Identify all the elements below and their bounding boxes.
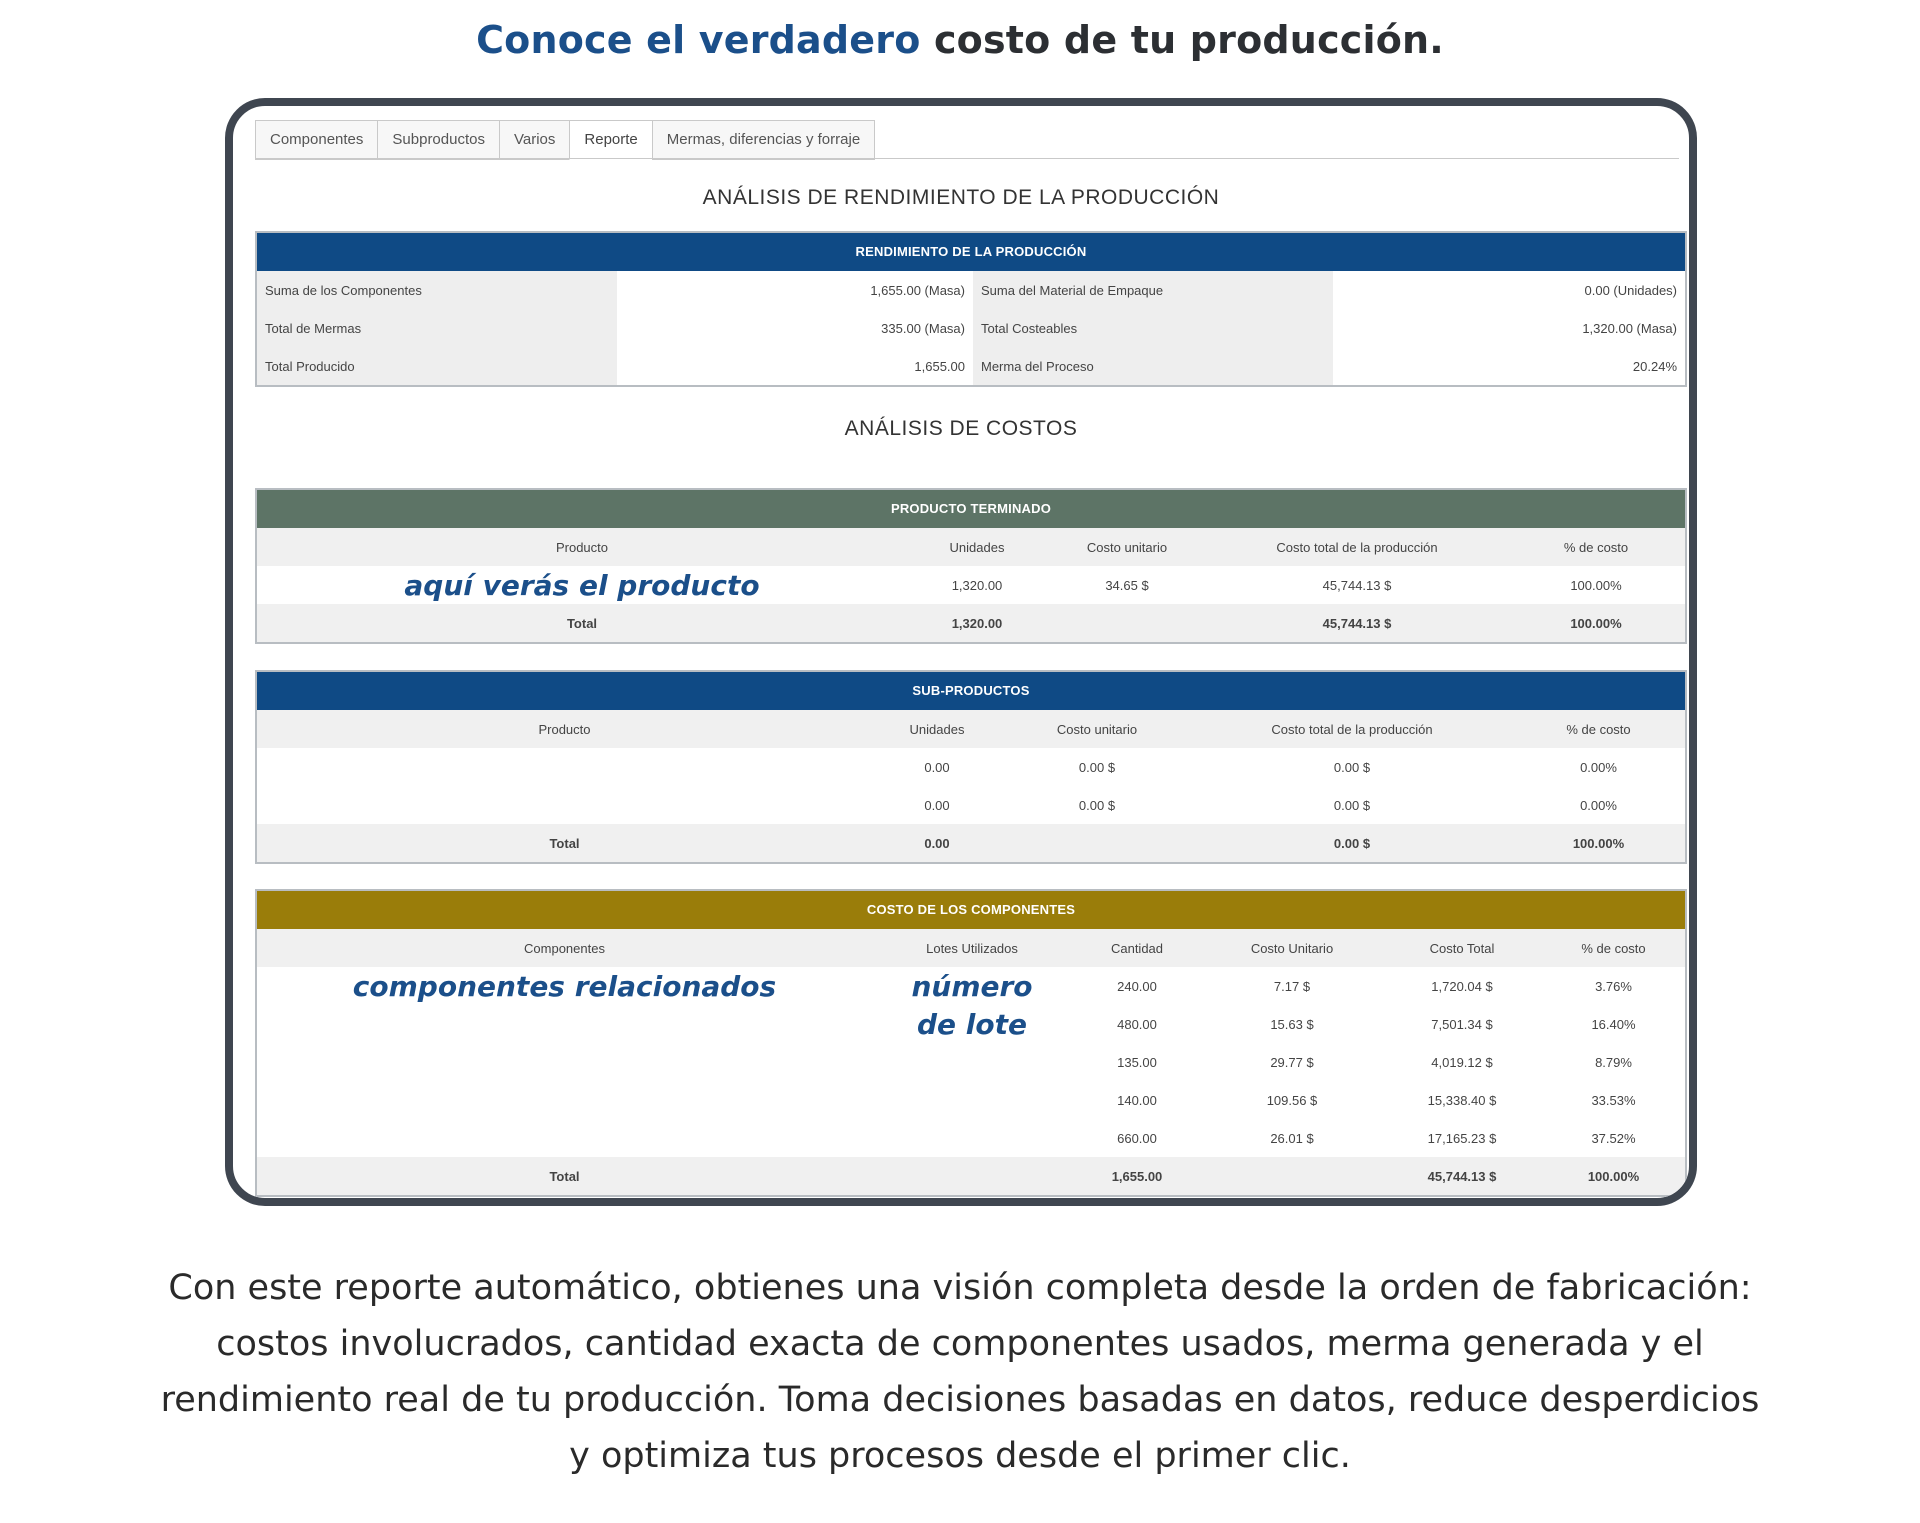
costo-total-cell: 45,744.13 $ xyxy=(1322,577,1392,593)
total-row xyxy=(257,604,1685,642)
producto-terminado-table xyxy=(257,528,1685,642)
col-header: Costo unitario xyxy=(1086,539,1168,555)
total-costo: 45,744.13 $ xyxy=(1322,615,1392,631)
lote-overlay-2: de lote xyxy=(917,1007,1027,1041)
screenshot-frame xyxy=(225,98,1697,1206)
col-header: Costo Total xyxy=(1429,940,1495,956)
unidades-cell: 0.00 xyxy=(924,759,950,775)
pct-cell: 100.00% xyxy=(1570,577,1622,593)
componentes-cell xyxy=(257,967,872,1005)
costo-unitario-cell: 0.00 $ xyxy=(1078,797,1116,813)
tab-varios[interactable]: Varios xyxy=(499,120,570,160)
total-label: Total xyxy=(549,835,580,851)
subproductos-header: SUB-PRODUCTOS xyxy=(257,672,1685,710)
headline xyxy=(0,18,1920,62)
componentes-table xyxy=(257,929,1685,1195)
costo-total-cell: 15,338.40 $ xyxy=(1427,1092,1497,1108)
pct-cell: 3.76% xyxy=(1595,978,1632,994)
table-row xyxy=(257,1119,1685,1157)
total-cantidad: 1,655.00 xyxy=(1111,1168,1163,1184)
report-title: ANÁLISIS DE RENDIMIENTO DE LA PRODUCCIÓN xyxy=(702,186,1220,209)
cantidad-cell: 660.00 xyxy=(1117,1130,1157,1146)
costo-unitario-cell: 26.01 $ xyxy=(1270,1130,1314,1146)
table-header-row xyxy=(257,710,1685,748)
total-pct: 100.00% xyxy=(1587,1168,1640,1184)
col-header: Costo total de la producción xyxy=(1271,721,1433,737)
table-row xyxy=(257,566,1685,604)
pct-cell: 33.53% xyxy=(1591,1092,1636,1108)
costo-total-cell: 0.00 $ xyxy=(1333,797,1371,813)
table-row xyxy=(257,1043,1685,1081)
componentes-overlay: componentes relacionados xyxy=(352,969,777,1003)
unidades-cell: 0.00 xyxy=(924,797,950,813)
costo-unitario-cell: 15.63 $ xyxy=(1270,1016,1314,1032)
costo-unitario-cell: 0.00 $ xyxy=(1078,759,1116,775)
col-header: Costo Unitario xyxy=(1250,940,1334,956)
col-header: Lotes Utilizados xyxy=(926,940,1018,956)
report-app xyxy=(243,118,1679,1186)
table-row xyxy=(257,309,1685,347)
rend-value: 1,320.00 (Masa) xyxy=(1582,320,1677,336)
table-row xyxy=(257,1081,1685,1119)
producto-terminado-panel xyxy=(255,488,1687,644)
rend-label: Suma de los Componentes xyxy=(257,271,617,309)
lote-overlay-1: número xyxy=(911,969,1033,1003)
pct-cell: 0.00% xyxy=(1580,797,1617,813)
rend-label: Total Costeables xyxy=(973,309,1333,347)
rend-label: Merma del Proceso xyxy=(973,347,1333,385)
rend-value: 20.24% xyxy=(1632,358,1677,374)
costo-unitario-cell: 34.65 $ xyxy=(1105,577,1149,593)
rend-value: 1,655.00 (Masa) xyxy=(870,282,965,298)
total-pct: 100.00% xyxy=(1572,835,1625,851)
total-unidades: 1,320.00 xyxy=(951,615,1003,631)
costo-unitario-cell: 29.77 $ xyxy=(1270,1054,1314,1070)
table-header-row xyxy=(257,929,1685,967)
col-header: % de costo xyxy=(1581,940,1646,956)
rendimiento-table xyxy=(257,271,1685,385)
rend-value: 0.00 (Unidades) xyxy=(1584,282,1677,298)
lote-cell xyxy=(872,1005,1072,1043)
col-header: Cantidad xyxy=(1110,940,1164,956)
rendimiento-header: RENDIMIENTO DE LA PRODUCCIÓN xyxy=(257,233,1685,271)
table-row xyxy=(257,271,1685,309)
col-header: Producto xyxy=(555,539,609,555)
col-header: % de costo xyxy=(1566,721,1631,737)
col-header: Producto xyxy=(538,721,591,737)
table-row xyxy=(257,748,1685,786)
producto-terminado-header: PRODUCTO TERMINADO xyxy=(257,490,1685,528)
rendimiento-panel xyxy=(255,231,1687,387)
table-row xyxy=(257,1005,1685,1043)
rend-label: Total Producido xyxy=(257,347,617,385)
costo-unitario-cell: 7.17 $ xyxy=(1273,978,1311,994)
subproductos-panel xyxy=(255,670,1687,864)
pct-cell: 37.52% xyxy=(1591,1130,1636,1146)
total-row xyxy=(257,1157,1685,1195)
cantidad-cell: 135.00 xyxy=(1117,1054,1157,1070)
col-header: % de costo xyxy=(1563,539,1629,555)
col-header: Costo unitario xyxy=(1056,721,1138,737)
costo-unitario-cell: 109.56 $ xyxy=(1266,1092,1318,1108)
pct-cell: 0.00% xyxy=(1580,759,1617,775)
headline-accent: Conoce el verdadero xyxy=(476,18,921,62)
costo-total-cell: 1,720.04 $ xyxy=(1431,978,1493,994)
componentes-header: COSTO DE LOS COMPONENTES xyxy=(257,891,1685,929)
table-row xyxy=(257,786,1685,824)
col-header: Unidades xyxy=(909,721,965,737)
col-header: Unidades xyxy=(949,539,1005,555)
producto-cell xyxy=(257,566,907,604)
total-label: Total xyxy=(566,615,598,631)
tab-bar xyxy=(255,120,874,160)
table-row xyxy=(257,967,1685,1005)
total-label: Total xyxy=(549,1168,580,1184)
table-row xyxy=(257,347,1685,385)
rend-label: Total de Mermas xyxy=(257,309,617,347)
cantidad-cell: 140.00 xyxy=(1117,1092,1157,1108)
rend-label: Suma del Material de Empaque xyxy=(973,271,1333,309)
costs-title: ANÁLISIS DE COSTOS xyxy=(844,417,1078,440)
costo-total-cell: 17,165.23 $ xyxy=(1427,1130,1497,1146)
tab-reporte[interactable]: Reporte xyxy=(569,120,652,160)
col-header: Componentes xyxy=(524,940,605,956)
unidades-cell: 1,320.00 xyxy=(951,577,1003,593)
tab-componentes[interactable]: Componentes xyxy=(255,120,378,160)
subproductos-table xyxy=(257,710,1685,862)
costo-total-cell: 0.00 $ xyxy=(1333,759,1371,775)
pct-cell: 8.79% xyxy=(1595,1054,1632,1070)
total-pct: 100.00% xyxy=(1570,615,1622,631)
costo-total-cell: 7,501.34 $ xyxy=(1431,1016,1493,1032)
tab-subproductos[interactable]: Subproductos xyxy=(377,120,500,160)
rend-value: 1,655.00 xyxy=(914,358,965,374)
costo-total-cell: 4,019.12 $ xyxy=(1431,1054,1493,1070)
total-row xyxy=(257,824,1685,862)
col-header: Costo total de la producción xyxy=(1276,539,1438,555)
total-costo: 0.00 $ xyxy=(1333,835,1371,851)
tab-divider xyxy=(255,158,1679,159)
tab-mermas[interactable]: Mermas, diferencias y forraje xyxy=(652,120,875,160)
table-header-row xyxy=(257,528,1685,566)
rend-value: 335.00 (Masa) xyxy=(881,320,965,336)
producto-overlay: aquí verás el producto xyxy=(404,568,760,602)
pct-cell: 16.40% xyxy=(1591,1016,1636,1032)
cantidad-cell: 480.00 xyxy=(1117,1016,1157,1032)
headline-rest: costo de tu producción. xyxy=(920,18,1444,62)
footer-description: Con este reporte automático, obtienes una visión completa desde la orden de fabricación: costos involucrados, cantidad exacta de componentes usados, merma generada y el rendimiento real de tu producción. Toma decisiones basadas en datos, reduce desperdicios y optimiza tus procesos desde el primer clic. xyxy=(160,1268,1760,1476)
cantidad-cell: 240.00 xyxy=(1117,978,1157,994)
lote-cell xyxy=(872,967,1072,1005)
total-unidades: 0.00 xyxy=(924,835,950,851)
total-costo: 45,744.13 $ xyxy=(1427,1168,1497,1184)
componentes-panel xyxy=(255,889,1687,1197)
